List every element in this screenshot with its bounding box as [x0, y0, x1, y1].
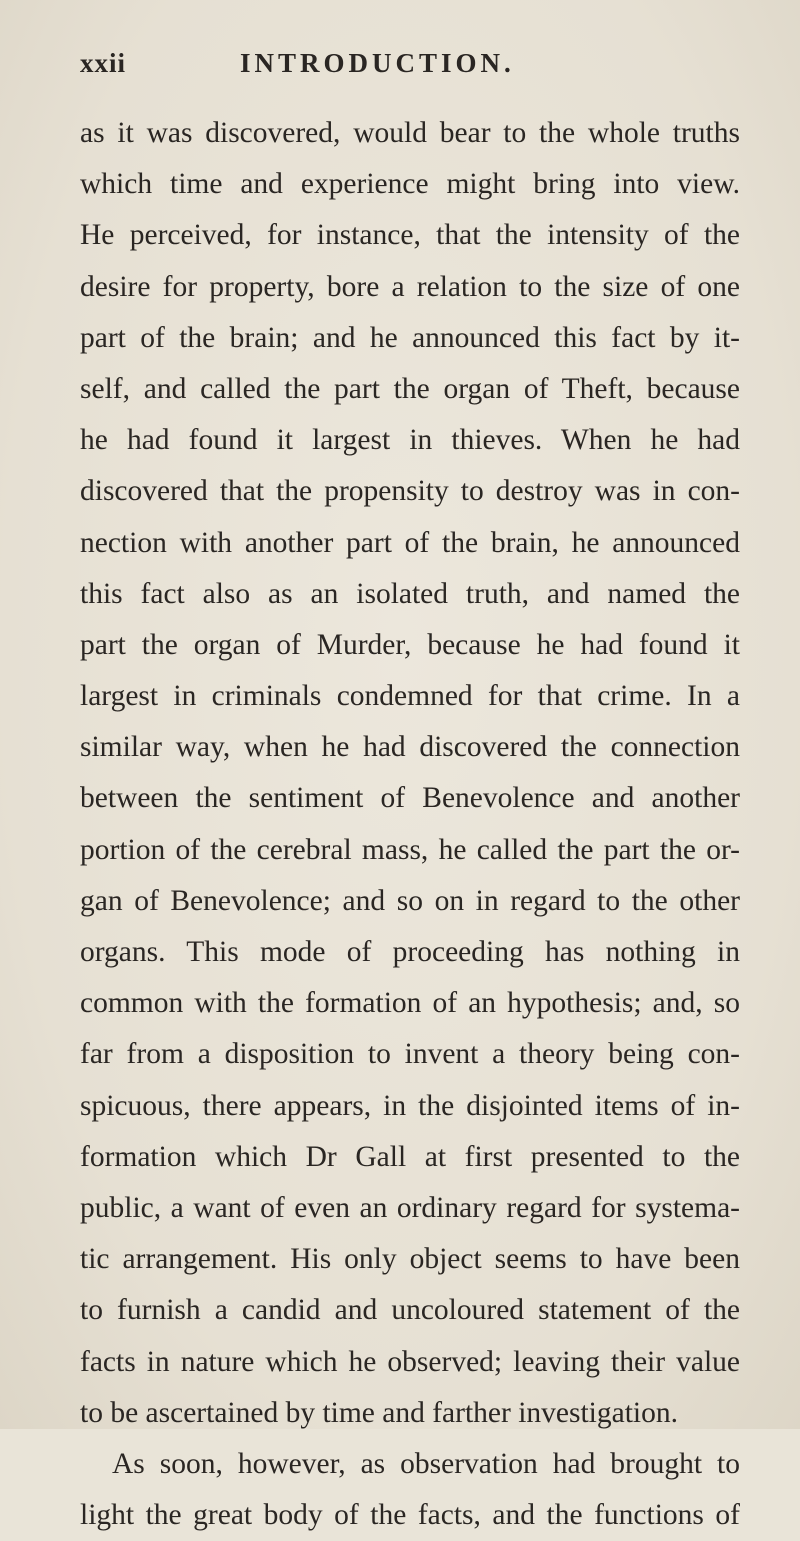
page-header: [80, 48, 720, 88]
text-line: light the great body of the facts, and the functions of: [80, 1499, 740, 1532]
text-line: desire for property, bore a relation to the size of one: [80, 270, 740, 303]
running-head: INTRODUCTION.: [240, 48, 515, 78]
text-line: organs. This mode of proceeding has nothing in: [80, 936, 740, 968]
text-line: he had found it largest in thieves. When he had: [80, 424, 740, 457]
text-line: facts in nature which he observed; leaving their value: [80, 1345, 740, 1378]
text-line: far from a disposition to invent a theory being con-: [80, 1038, 740, 1071]
text-line: common with the formation of an hypothesis; and, so: [80, 987, 740, 1020]
text-line: which time and experience might bring into view.: [80, 168, 740, 201]
text-line: part the organ of Murder, because he had found it: [80, 628, 740, 661]
text-line: to be ascertained by time and farther investigation.: [80, 1396, 678, 1429]
page-number: xxii: [80, 48, 127, 78]
text-line: to furnish a candid and uncoloured statement of the: [80, 1294, 740, 1327]
text-line: part of the brain; and he announced this fact by it-: [80, 321, 740, 354]
text-line: similar way, when he had discovered the connection: [80, 731, 740, 764]
text-line: formation which Dr Gall at first presented to the: [80, 1140, 740, 1173]
body-text: [80, 108, 740, 1541]
text-line: As soon, however, as observation had brought to: [112, 1447, 740, 1480]
text-line: spicuous, there appears, in the disjointed items of in-: [80, 1089, 740, 1122]
text-line: this fact also as an isolated truth, and named the: [80, 577, 740, 610]
text-line: self, and called the part the organ of Theft, because: [80, 372, 740, 405]
text-line: discovered that the propensity to destroy was in con-: [80, 475, 740, 508]
text-line: gan of Benevolence; and so on in regard to the other: [80, 884, 740, 917]
text-line: public, a want of even an ordinary regard for systema-: [80, 1191, 740, 1224]
text-line: as it was discovered, would bear to the whole truths: [80, 117, 740, 149]
text-line: between the sentiment of Benevolence and another: [80, 782, 740, 815]
text-line: portion of the cerebral mass, he called the part the or-: [80, 833, 740, 866]
text-line: nection with another part of the brain, he announced: [80, 526, 740, 559]
text-line: tic arrangement. His only object seems to have been: [80, 1243, 740, 1276]
text-line: largest in criminals condemned for that crime. In a: [80, 680, 740, 713]
text-line: He perceived, for instance, that the intensity of the: [80, 219, 740, 252]
